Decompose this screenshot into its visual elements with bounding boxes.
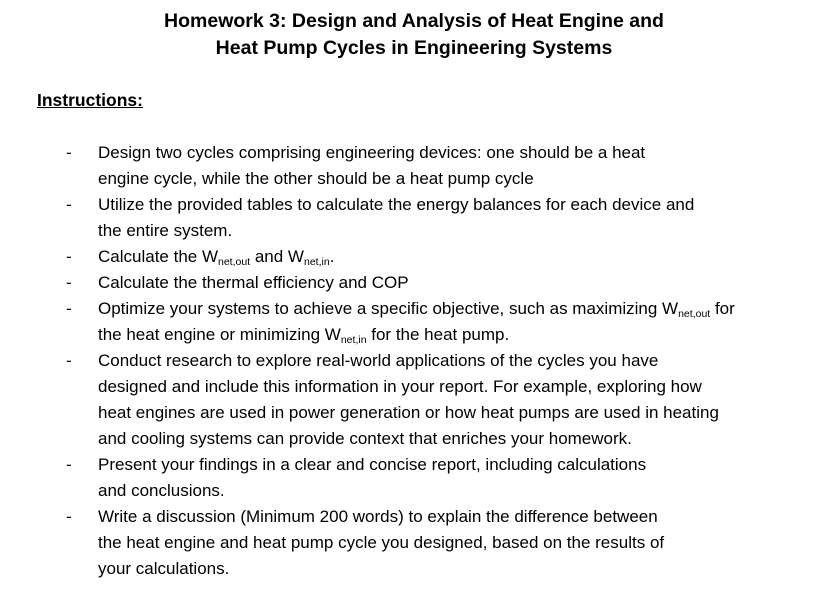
list-item-discussion	[0, 504, 828, 582]
text-segment: for	[710, 299, 735, 318]
item-text-line	[98, 244, 828, 270]
item-text-line: heat engines are used in power generation or how heat pumps are used in heating	[98, 403, 719, 422]
item-text-line: the entire system.	[98, 221, 233, 240]
item-text-line	[98, 296, 828, 322]
list-item-research	[0, 348, 828, 452]
text-segment: .	[329, 247, 335, 266]
bullet-dash: -	[66, 507, 72, 526]
item-text-line: designed and include this information in your report. For example, exploring how	[98, 377, 702, 396]
item-text-line: Present your findings in a clear and concise report, including calculations	[98, 455, 647, 474]
item-text-line: Calculate the thermal efficiency and COP	[98, 273, 409, 292]
list-item-efficiency-cop	[0, 270, 828, 296]
bullet-dash: -	[66, 455, 72, 474]
bullet-dash: -	[66, 273, 72, 292]
text-segment: and W	[250, 247, 304, 266]
instructions-heading: Instructions:	[37, 90, 143, 110]
list-item-energy-balances	[0, 192, 828, 244]
bullet-dash: -	[66, 247, 72, 266]
item-text-line: Design two cycles comprising engineering devices: one should be a heat	[98, 143, 646, 162]
item-text-line: Utilize the provided tables to calculate the energy balances for each device and	[98, 195, 695, 214]
document-title	[0, 8, 828, 62]
title-line-2: Heat Pump Cycles in Engineering Systems	[215, 37, 613, 59]
bullet-dash: -	[66, 195, 72, 214]
text-segment: the heat engine or minimizing W	[98, 325, 341, 344]
subscript-net-in: net,in	[303, 256, 330, 268]
subscript-net-out: net,out	[678, 308, 711, 320]
item-text-line: your calculations.	[98, 559, 230, 578]
text-segment: Optimize your systems to achieve a specific objective, such as maximizing W	[98, 299, 679, 318]
list-item-optimize	[0, 296, 828, 348]
item-text-line: and cooling systems can provide context that enriches your homework.	[98, 429, 632, 448]
item-text-line: engine cycle, while the other should be a heat pump cycle	[98, 169, 534, 188]
text-segment: for the heat pump.	[366, 325, 510, 344]
subscript-net-in: net,in	[340, 334, 367, 346]
subscript-net-out: net,out	[218, 256, 251, 268]
item-text-line: Conduct research to explore real-world applications of the cycles you have	[98, 351, 659, 370]
bullet-dash: -	[66, 299, 72, 318]
list-item-calculate-work	[0, 244, 828, 270]
item-text-line: and conclusions.	[98, 481, 225, 500]
bullet-dash: -	[66, 351, 72, 370]
list-item-design-cycles	[0, 140, 828, 192]
item-text-line	[98, 322, 828, 348]
title-line-1: Homework 3: Design and Analysis of Heat Engine and	[164, 10, 664, 32]
instructions-list	[0, 140, 828, 582]
item-text-line: the heat engine and heat pump cycle you designed, based on the results of	[98, 533, 665, 552]
bullet-dash: -	[66, 143, 72, 162]
list-item-present-findings	[0, 452, 828, 504]
item-text-line: Write a discussion (Minimum 200 words) to explain the difference between	[98, 507, 658, 526]
text-segment: Calculate the W	[98, 247, 218, 266]
